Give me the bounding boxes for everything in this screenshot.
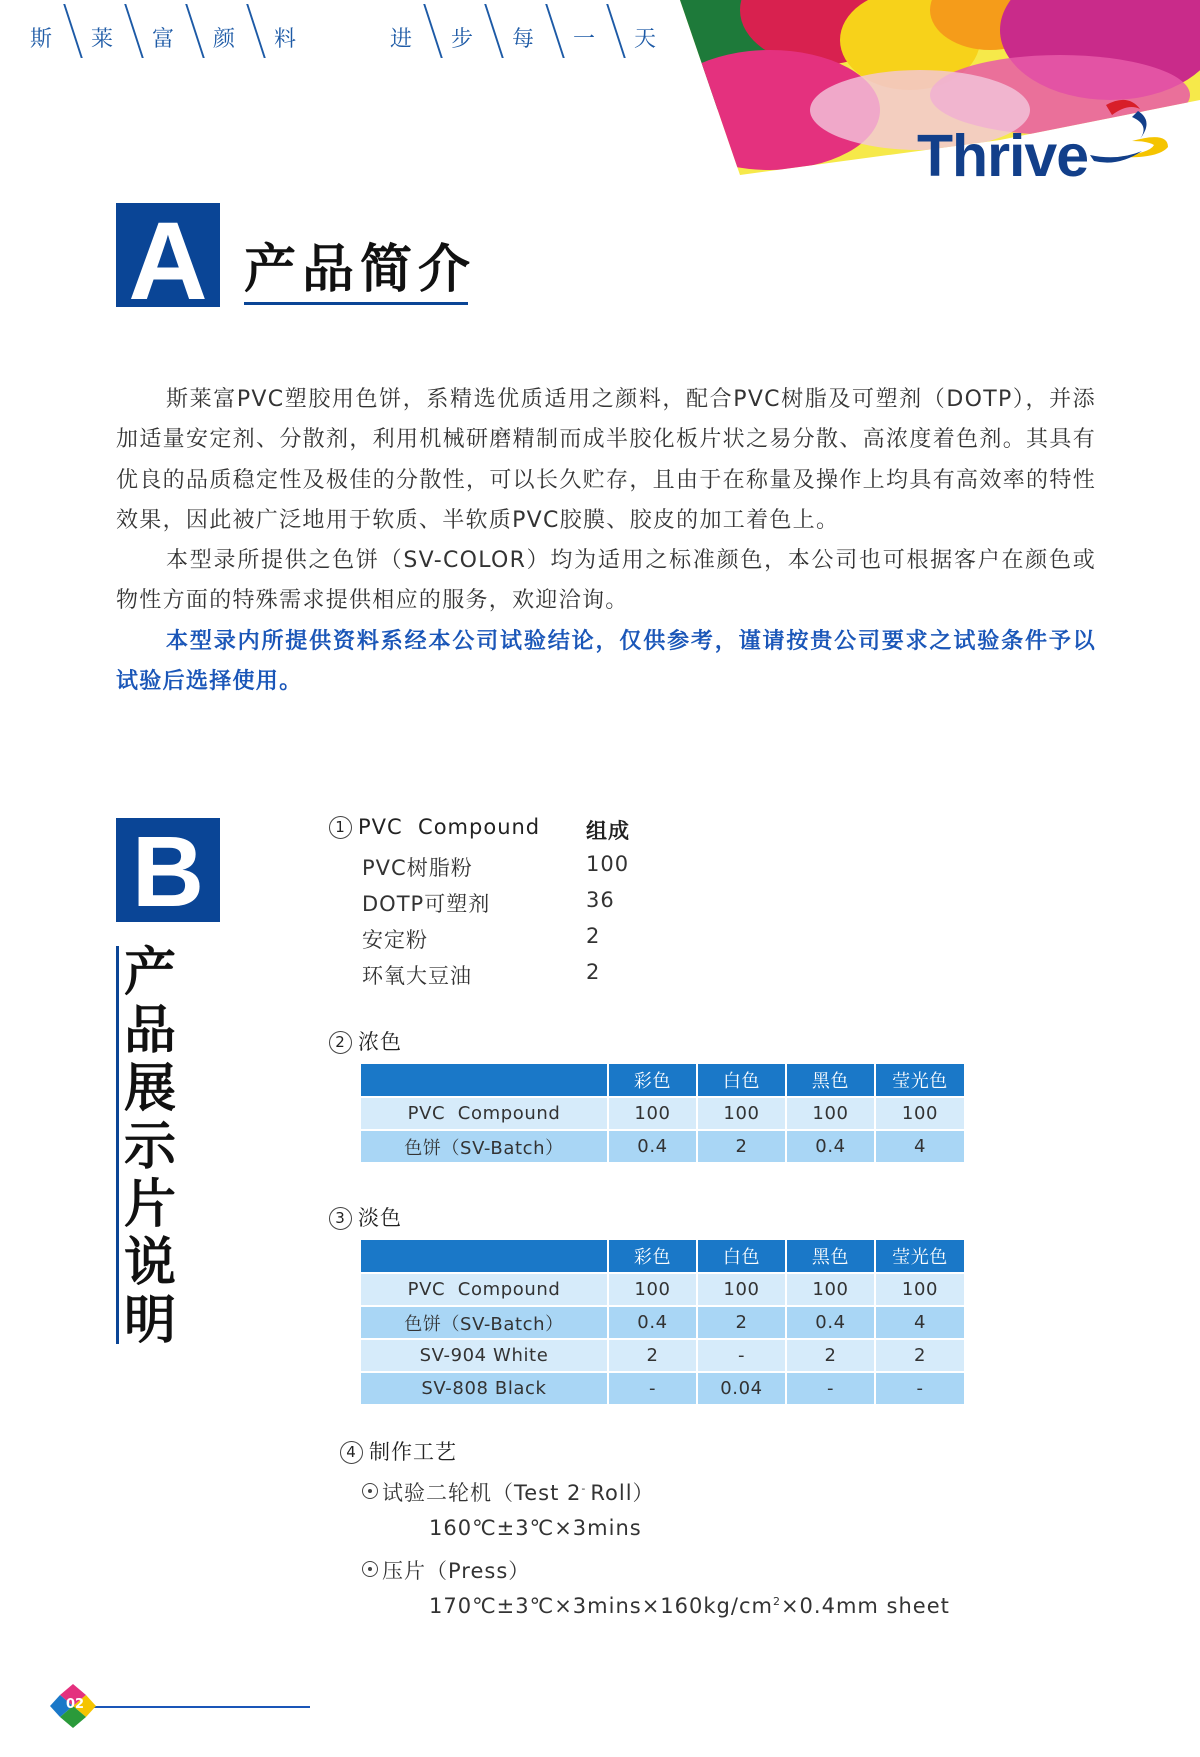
- step-number: 4: [340, 1441, 363, 1464]
- slogan-divider: [606, 4, 626, 58]
- table-header-cell: 彩色: [608, 1064, 697, 1097]
- table-cell: 0.4: [786, 1306, 875, 1339]
- vertical-title-char: 展: [124, 1059, 177, 1119]
- vertical-title-char: 片: [124, 1175, 177, 1235]
- table-cell: 100: [786, 1097, 875, 1130]
- table-cell: -: [875, 1372, 964, 1404]
- slogan-char: 料: [274, 27, 297, 52]
- table-cell: 100: [786, 1273, 875, 1306]
- step-number: 1: [329, 816, 352, 839]
- slogan-divider: [484, 4, 504, 58]
- intro-text-block: [116, 380, 1096, 702]
- section-a-letter-box: A: [116, 203, 220, 307]
- process-item-sup: -: [581, 1482, 587, 1495]
- table-cell: -: [608, 1372, 697, 1404]
- slogan-divider: [246, 4, 266, 58]
- table-cell: PVC Compound: [361, 1273, 608, 1306]
- step-number: 2: [329, 1031, 352, 1054]
- slogan-divider: [545, 4, 565, 58]
- slogan-divider: [185, 4, 205, 58]
- slogan-char: 进: [390, 27, 413, 52]
- table-cell: 2: [697, 1306, 786, 1339]
- compound-heading: [329, 815, 540, 839]
- table-header-cell: 黑色: [786, 1240, 875, 1273]
- table-cell: 0.4: [786, 1130, 875, 1162]
- table-header-cell: 彩色: [608, 1240, 697, 1273]
- dark-color-table: [361, 1064, 964, 1162]
- process-heading: [340, 1436, 457, 1466]
- table-row: [361, 1097, 964, 1130]
- compound-value: 2: [586, 924, 601, 948]
- slogan-char: 天: [634, 27, 657, 52]
- dark-color-title: 浓色: [358, 1030, 402, 1054]
- thrive-logo-text: Thrive: [917, 123, 1089, 189]
- table-cell: 2: [608, 1339, 697, 1372]
- table-cell: 100: [875, 1097, 964, 1130]
- process-item-2: [362, 1555, 530, 1585]
- section-a-title-underline: [244, 302, 468, 305]
- table-cell: 2: [786, 1339, 875, 1372]
- slogan-divider: [423, 4, 443, 58]
- vertical-title-char: 明: [124, 1291, 177, 1351]
- process-item-label: 试验二轮机（Test 2: [382, 1481, 582, 1505]
- table-header-cell: 莹光色: [875, 1064, 964, 1097]
- compound-name: DOTP可塑剂: [362, 892, 491, 916]
- notice-paragraph: 本型录内所提供资料系经本公司试验结论，仅供参考，谨请按贵公司要求之试验条件予以试验后选择使用。: [116, 628, 1096, 695]
- dark-color-heading: [329, 1026, 402, 1056]
- vertical-title-char: 品: [124, 1001, 177, 1061]
- table-cell: SV-904 White: [361, 1339, 608, 1372]
- compound-title: PVC Compound: [358, 815, 541, 839]
- table-header-cell: 白色: [697, 1240, 786, 1273]
- process-item-1-value: 160℃±3℃×3mins: [429, 1516, 642, 1540]
- compound-name: PVC树脂粉: [362, 856, 473, 880]
- process-item-label: 压片（Press）: [382, 1559, 531, 1583]
- table-row: [361, 1339, 964, 1372]
- compound-col-header: 组成: [586, 819, 630, 843]
- table-header-cell: [361, 1240, 608, 1273]
- table-row: [361, 1273, 964, 1306]
- table-cell: -: [786, 1372, 875, 1404]
- slogan-char: 颜: [213, 27, 236, 52]
- table-row: [361, 1372, 964, 1404]
- slogan-char: 莱: [91, 27, 114, 52]
- table-header-row: [361, 1064, 964, 1097]
- process-value-sup: 2: [772, 1595, 781, 1608]
- slogan-char: 每: [512, 27, 535, 52]
- slogan-divider: [63, 4, 83, 58]
- section-b-vertical-title: [124, 944, 184, 1350]
- table-cell: SV-808 Black: [361, 1372, 608, 1404]
- section-b-letter-box: B: [116, 818, 220, 922]
- vertical-title-char: 产: [124, 943, 177, 1003]
- intro-paragraph-2: 本型录所提供之色饼（SV-COLOR）均为适用之标准颜色，本公司也可根据客户在颜色或物性方面的特殊需求提供相应的服务，欢迎洽询。: [116, 548, 1096, 614]
- table-cell: 100: [608, 1273, 697, 1306]
- table-cell: 4: [875, 1306, 964, 1339]
- page-number: 02: [66, 1697, 85, 1712]
- table-cell: 色饼（SV-Batch）: [361, 1130, 608, 1162]
- compound-name: 环氧大豆油: [362, 964, 472, 988]
- light-color-heading: [329, 1202, 402, 1232]
- bullet-icon: [362, 1561, 378, 1577]
- table-cell: 0.4: [608, 1306, 697, 1339]
- slogan-char: 斯: [30, 27, 53, 52]
- vertical-title-char: 说: [124, 1233, 177, 1293]
- step-number: 3: [329, 1207, 352, 1230]
- process-title: 制作工艺: [369, 1440, 457, 1464]
- process-value-part: ×0.4mm sheet: [780, 1594, 950, 1618]
- table-cell: 2: [697, 1130, 786, 1162]
- thrive-logo-swoosh-icon: [1088, 95, 1172, 175]
- process-item-2-value: [429, 1594, 950, 1618]
- slogan-char: 一: [573, 27, 596, 52]
- compound-value: 100: [586, 852, 630, 876]
- slogan-char: 富: [152, 27, 175, 52]
- table-cell: 2: [875, 1339, 964, 1372]
- table-cell: -: [697, 1339, 786, 1372]
- slogan-bar: [0, 0, 700, 60]
- table-header-cell: 黑色: [786, 1064, 875, 1097]
- compound-name: 安定粉: [362, 928, 428, 952]
- table-cell: 100: [697, 1097, 786, 1130]
- table-cell: 0.4: [608, 1130, 697, 1162]
- process-value-part: 170℃±3℃×3mins×160kg/cm: [429, 1594, 773, 1618]
- table-cell: 0.04: [697, 1372, 786, 1404]
- section-a-title: 产品简介: [244, 240, 477, 300]
- table-cell: 4: [875, 1130, 964, 1162]
- section-b-vertical-rule: [116, 946, 119, 1344]
- intro-paragraph: 斯莱富PVC塑胶用色饼，系精选优质适用之颜料，配合PVC树脂及可塑剂（DOTP），并添加适量安定剂、分散剂，利用机械研磨精制而成半胶化板片状之易分散、高浓度着色剂。其具有优良的品质稳定性及极佳的分散性，可以长久贮存，且由于在称量及操作上均具有高效率的特性效果，因此被广泛地用于软质、半软质PVC胶膜、胶皮的加工着色上。: [116, 387, 1096, 533]
- bullet-icon: [362, 1483, 378, 1499]
- table-header-cell: 莹光色: [875, 1240, 964, 1273]
- vertical-title-char: 示: [124, 1117, 177, 1177]
- table-cell: 100: [697, 1273, 786, 1306]
- table-row: [361, 1306, 964, 1339]
- table-cell: PVC Compound: [361, 1097, 608, 1130]
- light-color-title: 淡色: [358, 1206, 402, 1230]
- light-color-table: [361, 1240, 964, 1404]
- process-item-label-tail: Roll）: [590, 1481, 655, 1505]
- slogan-char: 步: [451, 27, 474, 52]
- slogan-divider: [124, 4, 144, 58]
- table-header-row: [361, 1240, 964, 1273]
- table-cell: 100: [608, 1097, 697, 1130]
- table-header-cell: [361, 1064, 608, 1097]
- compound-value: 36: [586, 888, 615, 912]
- compound-value: 2: [586, 960, 601, 984]
- process-item-1: [362, 1477, 655, 1507]
- table-row: [361, 1130, 964, 1162]
- table-cell: 100: [875, 1273, 964, 1306]
- table-cell: 色饼（SV-Batch）: [361, 1306, 608, 1339]
- table-header-cell: 白色: [697, 1064, 786, 1097]
